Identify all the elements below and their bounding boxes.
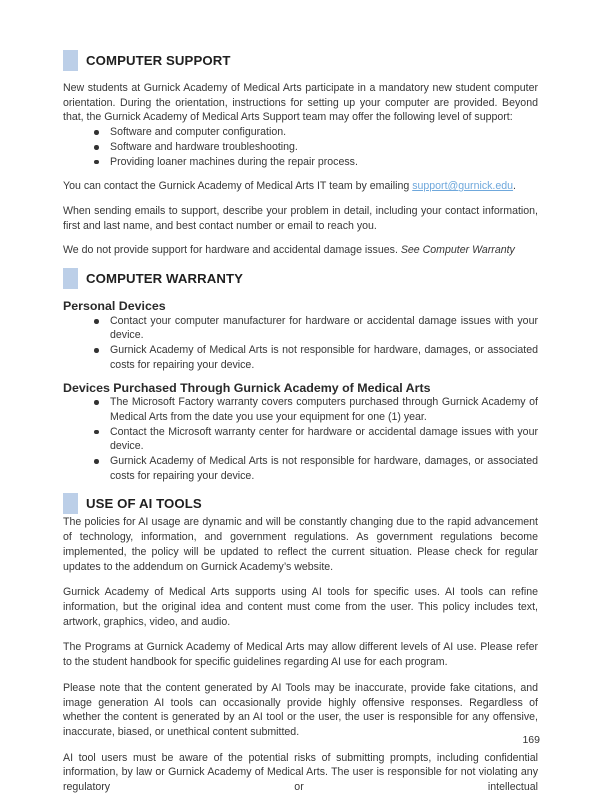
computer-support-section	[63, 50, 538, 258]
heading-accent-square-icon	[63, 268, 78, 289]
support-bullet-item: Providing loaner machines during the repair process.	[63, 155, 538, 170]
page-number: 169	[522, 734, 540, 746]
purchased-devices-bullet-list	[63, 395, 538, 483]
personal-devices-bullet-item: Contact your computer manufacturer for hardware or accidental damage issues with your device.	[63, 314, 538, 343]
ai-content-warning-paragraph: Please note that the content generated by AI Tools may be inaccurate, provide fake citations, and image generation AI tools can occasionally provide highly offensive responses. Regardless of whether the content is generated by an AI tool or the user, the user is responsible for any offensive, inaccurate, biased, or unethical content submitted.	[63, 681, 538, 738]
support-no-support-paragraph	[63, 243, 538, 258]
purchased-devices-bullet-item: The Microsoft Factory warranty covers computers purchased through Gurnick Academy of Medical Arts from the date you use your equipment for one (1) year.	[63, 395, 538, 424]
support-contact-paragraph	[63, 179, 538, 194]
ai-risks-paragraph: AI tool users must be aware of the potential risks of submitting prompts, including confidential information, by law or Gurnick Academy of Medical Arts. The user is responsible for not violating any regulatory or intellectual	[63, 751, 538, 794]
ai-programs-paragraph: The Programs at Gurnick Academy of Medical Arts may allow different levels of AI use. Please refer to the student handbook for specific guidelines regarding AI use for each program.	[63, 641, 538, 669]
support-bullet-list	[63, 125, 538, 169]
ai-supports-paragraph: Gurnick Academy of Medical Arts supports using AI tools for specific uses. AI tools can refine information, but the original idea and content must come from the user. This policy includes text, artwork, graphics, video, and audio.	[63, 586, 538, 628]
support-bullet-item: Software and computer configuration.	[63, 125, 538, 140]
heading-accent-square-icon	[63, 50, 78, 71]
personal-devices-bullet-list	[63, 314, 538, 373]
support-contact-period: .	[513, 180, 516, 193]
support-bullet-item: Software and hardware troubleshooting.	[63, 140, 538, 155]
heading-accent-square-icon	[63, 493, 78, 514]
ai-tools-heading	[63, 493, 538, 514]
personal-devices-subheading: Personal Devices	[63, 299, 166, 314]
personal-devices-bullet-item: Gurnick Academy of Medical Arts is not responsible for hardware, damages, or associated costs for repairing your device.	[63, 343, 538, 372]
ai-tools-heading-text: USE OF AI TOOLS	[86, 496, 202, 512]
computer-support-heading-text: COMPUTER SUPPORT	[86, 53, 231, 68]
purchased-devices-bullet-item: Contact the Microsoft warranty center for hardware or accidental damage issues with your device.	[63, 425, 538, 454]
computer-support-heading	[63, 50, 538, 71]
support-contact-text: You can contact the Gurnick Academy of Medical Arts IT team by emailing	[63, 180, 413, 193]
purchased-devices-subheading: Devices Purchased Through Gurnick Academy of Medical Arts	[63, 380, 431, 395]
ai-tools-section	[63, 493, 538, 794]
support-email-detail-paragraph: When sending emails to support, describe your problem in detail, including your contact information, first and last name, and best contact number or email to reach you.	[63, 204, 538, 232]
computer-warranty-heading	[63, 268, 538, 289]
purchased-devices-bullet-item: Gurnick Academy of Medical Arts is not responsible for hardware, damages, or associated costs for repairing your device.	[63, 454, 538, 483]
ai-policy-paragraph: The policies for AI usage are dynamic and will be constantly changing due to the rapid advancement of technology, information, and government regulations. As government regulations become implemented, the policy will be updated to reflect the current situation. Please check for regular updates to the addendum on Gurnick Academy’s website.	[63, 516, 538, 573]
support-intro-paragraph: New students at Gurnick Academy of Medical Arts participate in a mandatory new student computer orientation. During the orientation, instructions for setting up your computer are provided. Beyond that, the Gurnick Academy of Medical Arts Support team may offer the following level of support:	[63, 82, 538, 124]
support-email-link[interactable]: support@gurnick.edu	[412, 180, 514, 193]
computer-warranty-section	[63, 268, 538, 483]
see-computer-warranty-reference: See Computer Warranty	[400, 244, 515, 257]
no-support-text: We do not provide support for hardware and accidental damage issues.	[63, 244, 401, 257]
computer-warranty-heading-text: COMPUTER WARRANTY	[86, 271, 244, 287]
